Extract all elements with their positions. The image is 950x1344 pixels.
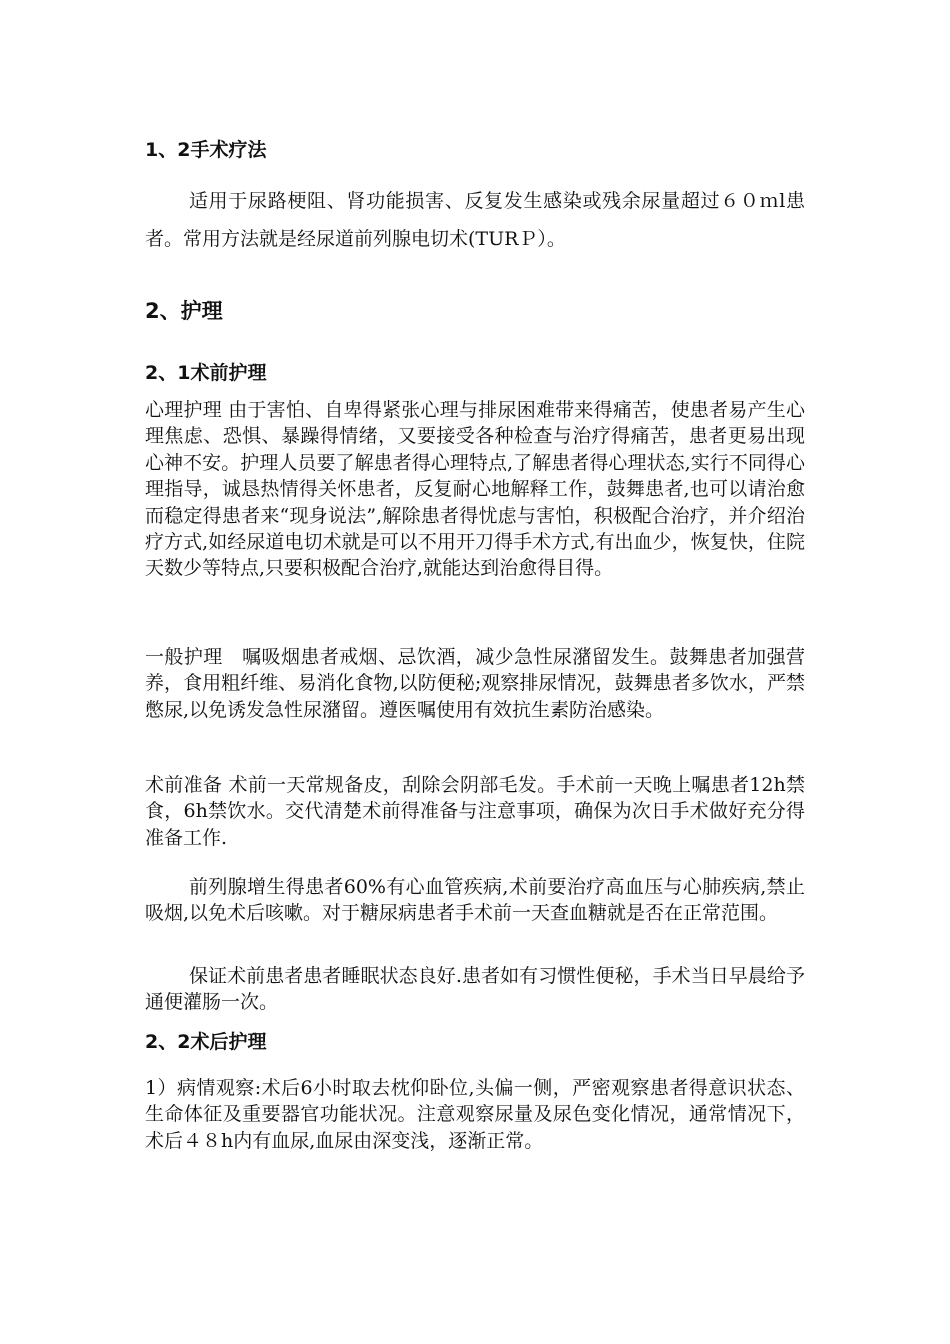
- paragraph-observation: 1）病情观察:术后6小时取去枕仰卧位,头偏一侧，严密观察患者得意识状态、生命体征及重要器官功能状况。注意观察尿量及尿色变化情况，通常情况下，术后４８h内有血尿,血尿由深变浅，逐渐正常。: [145, 1077, 805, 1152]
- paragraph-cardiovascular: 前列腺增生得患者60%有心血管疾病,术前要治疗高血压与心肺疾病,禁止吸烟,以免术后咳嗽。对于糖尿病患者手术前一天查血糖就是否在正常范围。: [145, 876, 805, 925]
- paragraph-general-care: 一般护理 嘱吸烟患者戒烟、忌饮酒，减少急性尿潴留发生。鼓舞患者加强营养，食用粗纤维、易消化食物,以防便秘;观察排尿情况，鼓舞患者多饮水，严禁憋尿,以免诱发急性尿潴留。遵医嘱使用有效抗生素防治感染。: [145, 646, 805, 721]
- section-heading-2: 2、护理: [145, 299, 223, 323]
- paragraph-sleep: 保证术前患者患者睡眠状态良好.患者如有习惯性便秘，手术当日早晨给予通便灌肠一次。: [145, 965, 805, 1014]
- section-heading-2-2: 2、2术后护理: [145, 1031, 267, 1053]
- paragraph-surgery: 适用于尿路梗阻、肾功能损害、反复发生感染或残余尿量超过６０ｍl患者。常用方法就是经尿道前列腺电切术(TURＰ）。: [145, 190, 805, 250]
- section-heading-2-1: 2、1术前护理: [145, 362, 267, 384]
- paragraph-preop-preparation: 术前准备 术前一天常规备皮，刮除会阴部毛发。手术前一天晚上嘱患者12h禁食，6h禁饮水。交代清楚术前得准备与注意事项，确保为次日手术做好充分得准备工作.: [145, 774, 805, 849]
- section-heading-1-2: 1、2手术疗法: [145, 139, 267, 161]
- paragraph-psychological-care: 心理护理 由于害怕、自卑得紧张心理与排尿困难带来得痛苦，使患者易产生心理焦虑、恐惧、暴躁得情绪，又要接受各种检查与治疗得痛苦，患者更易出现心神不安。护理人员要了解患者得心理特点,了解患者得心理状态,实行不同得心理指导，诚恳热情得关怀患者，反复耐心地解释工作，鼓舞患者,也可以请治愈而稳定得患者来“现身说法”,解除患者得忧虑与害怕，积极配合治疗，并介绍治疗方式,如经尿道电切术就是可以不用开刀得手术方式,有出血少，恢复快，住院天数少等特点,只要积极配合治疗,就能达到治愈得目得。: [145, 399, 805, 580]
